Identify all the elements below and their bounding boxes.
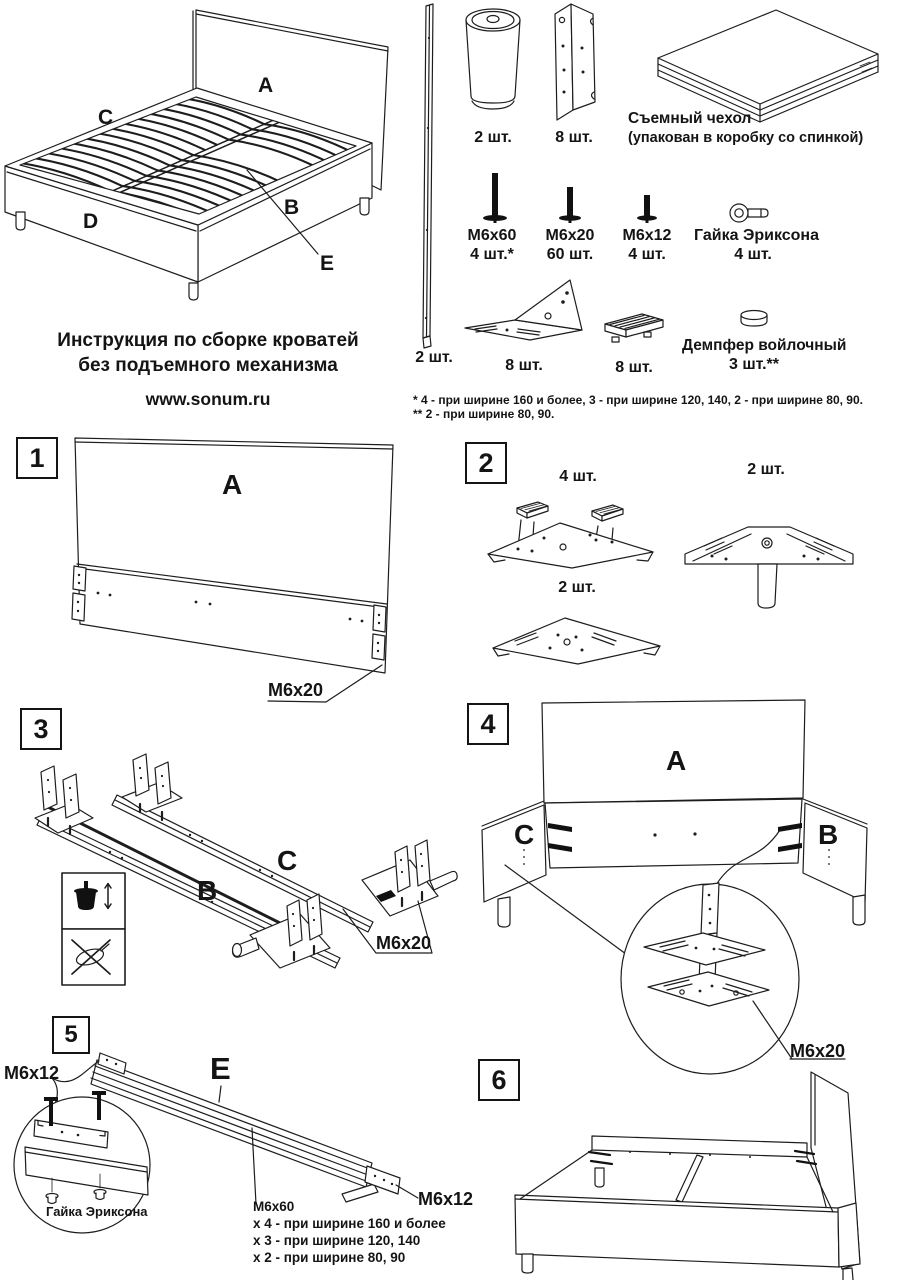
footnote-1: * 4 - при ширине 160 и более, 3 - при ширине 120, 140, 2 - при ширине 80, 90.	[413, 393, 863, 407]
bolt-m6x60-name: М6х60	[467, 227, 517, 244]
step6-drawing	[470, 1048, 900, 1280]
step-5-number: 5	[52, 1016, 90, 1054]
step-4-number: 4	[467, 703, 509, 745]
step1-callout-m6x20: М6х20	[268, 680, 324, 700]
step1-label-a: A	[222, 469, 243, 500]
leg-part-icon	[462, 4, 526, 122]
bolt-m6x12-qty: 4 шт.	[628, 246, 666, 263]
step-3-number: 3	[20, 708, 62, 750]
cover-title: Съемный чехол	[628, 110, 752, 127]
step2-qty-right: 2 шт.	[747, 461, 785, 478]
bolt-m6x20-qty: 60 шт.	[546, 246, 594, 263]
bolt-m6x20-icon	[556, 186, 584, 226]
step2-drawing	[460, 430, 900, 685]
step2-qty-bottom: 2 шт.	[558, 579, 596, 596]
leg-qty: 2 шт.	[474, 129, 512, 146]
slat-holder-qty: 8 шт.	[615, 359, 653, 376]
website-text: www.sonum.ru	[145, 389, 271, 409]
felt-damper-icon	[732, 306, 776, 332]
slat-part-icon	[418, 0, 444, 352]
step5-m6x60-note: М6х60 х 4 - при ширине 160 и более х 3 - при ширине 120, 140 х 2 - при ширине 80, 90	[253, 1199, 446, 1265]
step2-qty-top: 4 шт.	[559, 468, 597, 485]
corner-bracket-qty: 8 шт.	[555, 129, 593, 146]
step5-nut-label: Гайка Эриксона	[46, 1204, 148, 1219]
bolt-m6x60-qty: 4 шт.*	[470, 246, 514, 263]
erikson-nut-icon	[728, 200, 774, 226]
felt-damper-name: Демпфер войлочный	[682, 337, 847, 354]
footnote-2: ** 2 - при ширине 80, 90.	[413, 407, 555, 421]
step1-drawing	[10, 425, 450, 710]
step-6-number: 6	[478, 1059, 520, 1101]
overview-label-a: A	[258, 74, 274, 97]
bolt-m6x20-name: М6х20	[545, 227, 595, 244]
page-title-line1: Инструкция по сборке кроватей	[57, 330, 359, 351]
step5-label-e: E	[210, 1051, 231, 1086]
step4-label-b: B	[818, 819, 839, 850]
erikson-nut-name: Гайка Эриксона	[694, 227, 819, 244]
overview-label-e: E	[320, 252, 335, 275]
step3-label-c: C	[277, 845, 298, 876]
step5-callout-m6x12-right: М6х12	[418, 1189, 474, 1209]
slat-holder-part-icon	[600, 308, 670, 346]
step-1-number: 1	[16, 437, 58, 479]
step-2-number: 2	[465, 442, 507, 484]
corner-bracket-part-icon	[546, 2, 602, 122]
bolt-m6x12-icon	[634, 194, 660, 226]
cover-note: (упакован в коробку со спинкой)	[628, 130, 864, 146]
overview-label-c: C	[98, 106, 114, 129]
step4-callout-m6x20: М6х20	[790, 1041, 846, 1061]
step3-callout-m6x20: М6х20	[376, 933, 432, 953]
bolt-m6x12-name: М6х12	[622, 227, 672, 244]
slat-qty: 2 шт.	[415, 349, 453, 366]
bed-overview-drawing	[0, 0, 415, 310]
step3-label-b: B	[197, 875, 218, 906]
step4-label-c: C	[514, 819, 535, 850]
step5-callout-m6x12-left: М6х12	[4, 1063, 60, 1083]
felt-damper-qty: 3 шт.**	[728, 356, 779, 373]
overview-label-b: B	[284, 196, 300, 219]
erikson-nut-qty: 4 шт.	[734, 246, 772, 263]
bolt-m6x60-icon	[480, 172, 510, 226]
corner-plate-qty: 8 шт.	[505, 357, 543, 374]
corner-plate-part-icon	[460, 272, 592, 350]
page-title-line2: без подъемного механизма	[78, 355, 338, 376]
overview-label-d: D	[83, 210, 99, 233]
step4-label-a: A	[666, 745, 687, 776]
